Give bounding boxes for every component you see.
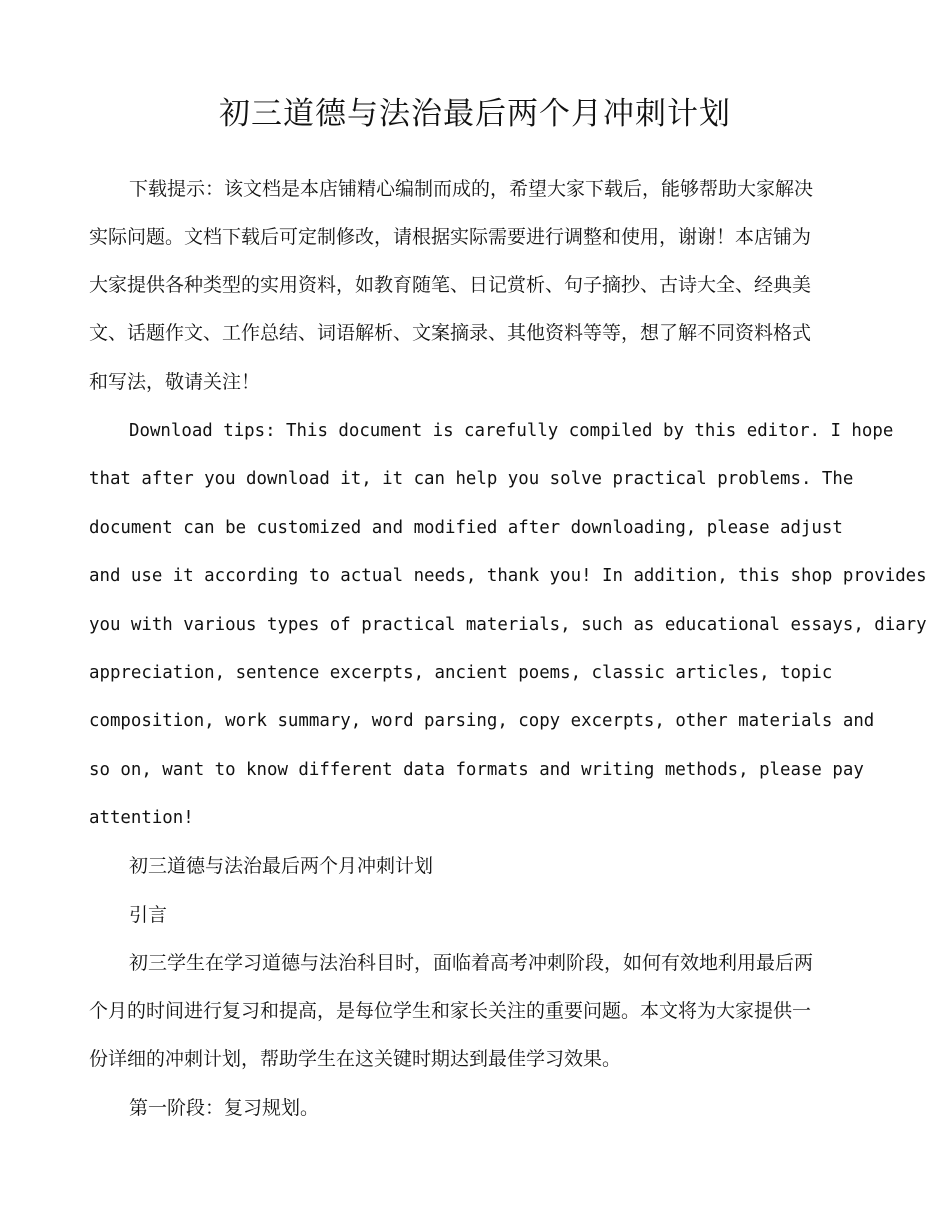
notice-en-line: and use it according to actual needs, thank you! In addition, this shop provides bbox=[89, 566, 927, 586]
document-title: 初三道德与法治最后两个月冲刺计划 bbox=[219, 96, 731, 132]
notice-cn-line: 文、话题作文、工作总结、词语解析、文案摘录、其他资料等等，想了解不同资料格式 bbox=[89, 322, 812, 344]
notice-en-line: document can be customized and modified after downloading, please adjust bbox=[89, 518, 843, 538]
notice-cn-line: 和写法，敬请关注！ bbox=[89, 371, 261, 393]
intro-paragraph-line: 份详细的冲刺计划，帮助学生在这关键时期达到最佳学习效果。 bbox=[89, 1048, 622, 1070]
notice-en-line: composition, work summary, word parsing, copy excerpts, other materials and bbox=[89, 711, 875, 731]
notice-cn-line: 大家提供各种类型的实用资料，如教育随笔、日记赏析、句子摘抄、古诗大全、经典美 bbox=[89, 274, 812, 296]
notice-en-line: you with various types of practical materials, such as educational essays, diary bbox=[89, 615, 927, 635]
document-subtitle: 初三道德与法治最后两个月冲刺计划 bbox=[129, 855, 434, 877]
notice-en-line: Download tips: This document is carefully compiled by this editor. I hope bbox=[129, 421, 894, 441]
notice-en-line: attention! bbox=[89, 808, 194, 828]
notice-en-line: so on, want to know different data formats and writing methods, please pay bbox=[89, 760, 864, 780]
stage1-heading: 第一阶段：复习规划。 bbox=[129, 1097, 320, 1119]
intro-paragraph-line: 初三学生在学习道德与法治科目时，面临着高考冲刺阶段，如何有效地利用最后两 bbox=[129, 952, 814, 974]
notice-en-line: appreciation, sentence excerpts, ancient poems, classic articles, topic bbox=[89, 663, 833, 683]
notice-cn-line: 下载提示：该文档是本店铺精心编制而成的，希望大家下载后，能够帮助大家解决 bbox=[129, 178, 814, 200]
intro-heading: 引言 bbox=[129, 904, 168, 926]
notice-cn-line: 实际问题。文档下载后可定制修改，请根据实际需要进行调整和使用，谢谢！本店铺为 bbox=[89, 226, 812, 248]
intro-paragraph-line: 个月的时间进行复习和提高，是每位学生和家长关注的重要问题。本文将为大家提供一 bbox=[89, 1000, 812, 1022]
notice-en-line: that after you download it, it can help you solve practical problems. The bbox=[89, 469, 854, 489]
